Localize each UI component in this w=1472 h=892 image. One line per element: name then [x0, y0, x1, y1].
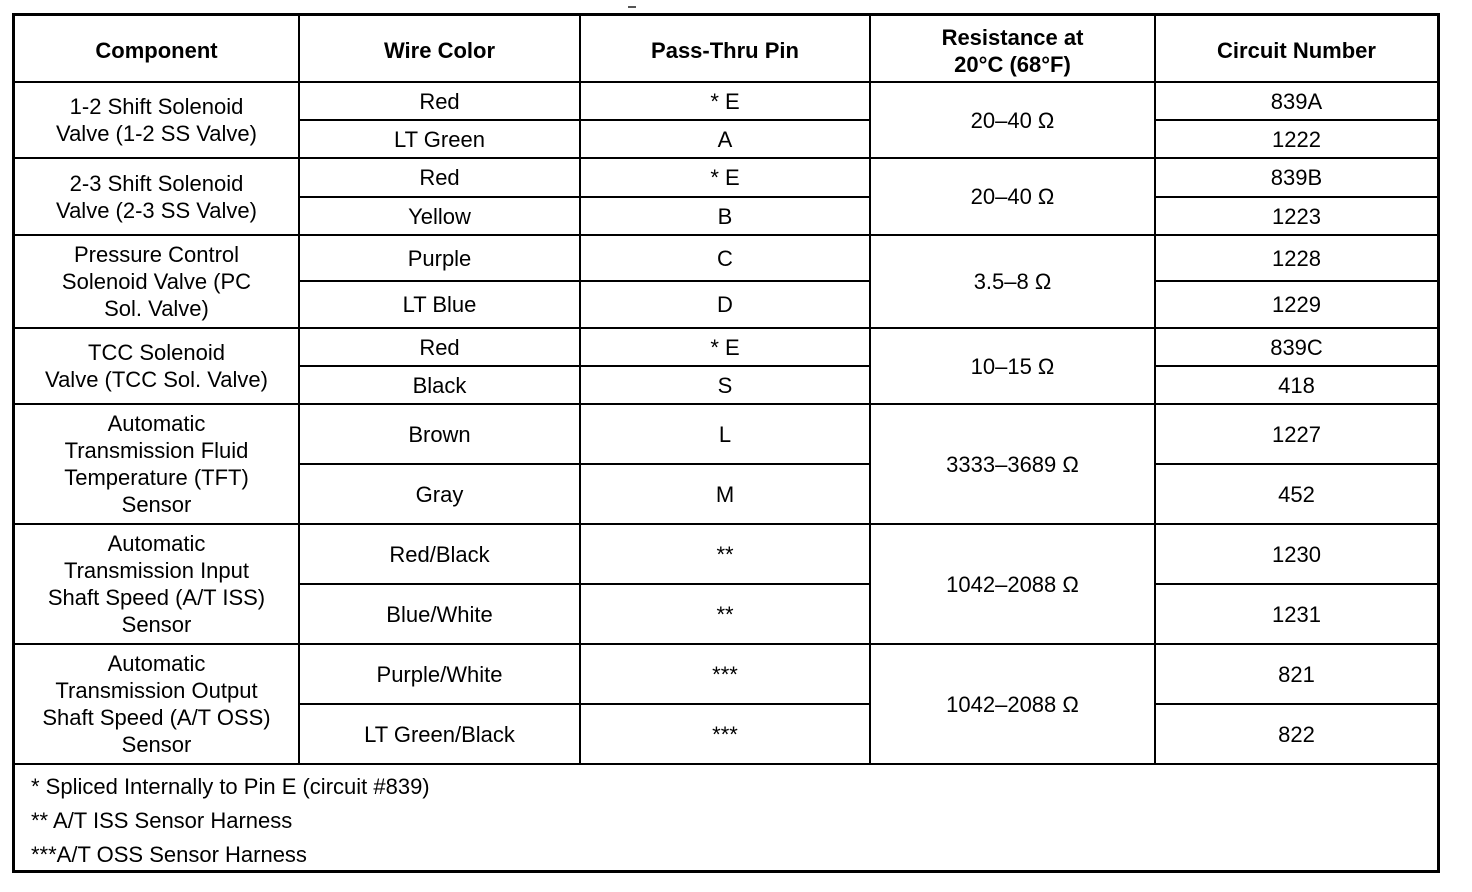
component-name-line: TCC Solenoid	[88, 340, 225, 365]
wire-color-cell: Red	[299, 82, 580, 120]
pass-thru-pin-cell: * E	[580, 328, 870, 366]
wire-color-cell: Blue/White	[299, 584, 580, 644]
circuit-number-cell: 1231	[1155, 584, 1437, 644]
pass-thru-pin-cell: ***	[580, 704, 870, 764]
component-name-line: Automatic	[107, 531, 206, 556]
resistance-cell: 1042–2088 Ω	[870, 524, 1155, 644]
component-cell	[15, 524, 299, 644]
pass-thru-pin-cell: D	[580, 281, 870, 328]
wire-color-cell: LT Blue	[299, 281, 580, 328]
component-name-line: Transmission Input	[63, 558, 250, 583]
pass-thru-pin-cell: ***	[580, 644, 870, 704]
component-name-line: Shaft Speed (A/T ISS)	[47, 585, 266, 610]
component-name-line: Valve (TCC Sol. Valve)	[45, 367, 268, 392]
header-circuit-number: Circuit Number	[1155, 16, 1437, 82]
wire-color-cell: LT Green/Black	[299, 704, 580, 764]
component-cell	[15, 644, 299, 764]
component-cell	[15, 328, 299, 404]
component-name-line: Automatic	[107, 651, 206, 676]
component-name-line: Transmission Fluid	[64, 438, 249, 463]
resistance-cell: 20–40 Ω	[870, 82, 1155, 158]
header-resistance	[870, 16, 1155, 82]
pass-thru-pin-cell: **	[580, 524, 870, 584]
wire-color-cell: Purple	[299, 235, 580, 281]
circuit-number-cell: 839A	[1155, 82, 1437, 120]
solenoid-spec-table	[15, 16, 1437, 765]
pass-thru-pin-cell: **	[580, 584, 870, 644]
pass-thru-pin-cell: S	[580, 366, 870, 404]
component-name-line: Transmission Output	[55, 678, 258, 703]
table-body	[15, 82, 1437, 764]
component-name-line: Sensor	[121, 492, 192, 517]
component-cell	[15, 235, 299, 328]
scan-mark	[628, 6, 636, 8]
table-row	[15, 82, 1437, 120]
wire-color-cell: Black	[299, 366, 580, 404]
table-row	[15, 644, 1437, 704]
resistance-cell: 1042–2088 Ω	[870, 644, 1155, 764]
table-row	[15, 235, 1437, 281]
component-name-line: Valve (1-2 SS Valve)	[56, 121, 257, 146]
component-name-line: Temperature (TFT)	[64, 465, 249, 490]
footnotes	[15, 765, 1437, 873]
component-cell	[15, 404, 299, 524]
component-name-line: Valve (2-3 SS Valve)	[56, 197, 257, 223]
circuit-number-cell: 1222	[1155, 120, 1437, 158]
component-name-line: Pressure Control	[73, 242, 240, 267]
component-name-line: 2-3 Shift Solenoid	[69, 170, 244, 196]
component-cell	[15, 82, 299, 158]
wire-color-cell: Red	[299, 158, 580, 197]
resistance-cell: 20–40 Ω	[870, 158, 1155, 235]
resistance-cell: 3.5–8 Ω	[870, 235, 1155, 328]
wire-color-cell: Red/Black	[299, 524, 580, 584]
circuit-number-cell: 839B	[1155, 158, 1437, 197]
circuit-number-cell: 452	[1155, 464, 1437, 524]
footnote-triple-asterisk: ***A/T OSS Sensor Harness	[31, 842, 307, 867]
resistance-cell: 10–15 Ω	[870, 328, 1155, 404]
wire-color-cell: Purple/White	[299, 644, 580, 704]
component-name-line: 1-2 Shift Solenoid	[69, 94, 244, 119]
component-name-line: Shaft Speed (A/T OSS)	[42, 705, 271, 730]
pass-thru-pin-cell: C	[580, 235, 870, 281]
wire-color-cell: Yellow	[299, 197, 580, 235]
circuit-number-cell: 839C	[1155, 328, 1437, 366]
component-name-line: Sol. Valve)	[104, 296, 209, 321]
component-cell	[15, 158, 299, 235]
resistance-cell: 3333–3689 Ω	[870, 404, 1155, 524]
header-pass-thru-pin: Pass-Thru Pin	[580, 16, 870, 82]
wire-color-cell: LT Green	[299, 120, 580, 158]
table-row	[15, 328, 1437, 366]
header-component: Component	[15, 16, 299, 82]
header-resistance-line2: 20°C (68°F)	[954, 51, 1071, 77]
component-name-line: Solenoid Valve (PC	[61, 269, 252, 294]
wire-color-cell: Red	[299, 328, 580, 366]
circuit-number-cell: 821	[1155, 644, 1437, 704]
table-row	[15, 524, 1437, 584]
pass-thru-pin-cell: * E	[580, 82, 870, 120]
circuit-number-cell: 418	[1155, 366, 1437, 404]
pass-thru-pin-cell: A	[580, 120, 870, 158]
wire-color-cell: Brown	[299, 404, 580, 464]
component-name-line: Automatic	[107, 411, 206, 436]
wire-color-cell: Gray	[299, 464, 580, 524]
circuit-number-cell: 1230	[1155, 524, 1437, 584]
footnote-single-asterisk: * Spliced Internally to Pin E (circuit #839)	[31, 774, 430, 799]
circuit-number-cell: 1227	[1155, 404, 1437, 464]
table-row	[15, 158, 1437, 197]
component-name-line: Sensor	[121, 612, 192, 637]
footnote-double-asterisk: ** A/T ISS Sensor Harness	[31, 808, 293, 833]
circuit-number-cell: 1229	[1155, 281, 1437, 328]
header-wire-color: Wire Color	[299, 16, 580, 82]
pass-thru-pin-cell: L	[580, 404, 870, 464]
circuit-number-cell: 1228	[1155, 235, 1437, 281]
pass-thru-pin-cell: M	[580, 464, 870, 524]
table-header-row	[15, 16, 1437, 82]
solenoid-spec-document	[12, 13, 1440, 873]
circuit-number-cell: 1223	[1155, 197, 1437, 235]
pass-thru-pin-cell: * E	[580, 158, 870, 197]
header-resistance-line1: Resistance at	[941, 24, 1084, 50]
circuit-number-cell: 822	[1155, 704, 1437, 764]
pass-thru-pin-cell: B	[580, 197, 870, 235]
table-row	[15, 404, 1437, 464]
component-name-line: Sensor	[121, 732, 192, 757]
